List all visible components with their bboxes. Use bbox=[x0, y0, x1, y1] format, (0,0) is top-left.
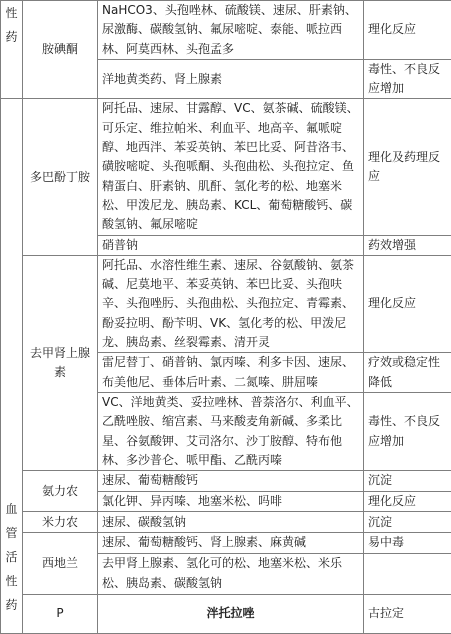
category-cell bbox=[1, 99, 23, 634]
drug-name-cell: 氨力农 bbox=[23, 471, 98, 512]
table-row bbox=[1, 1, 451, 60]
category-cell bbox=[1, 1, 23, 99]
effect-cell: 疗效或稳定性降低 bbox=[364, 353, 451, 393]
drug-name-cell: 多巴酚丁胺 bbox=[23, 99, 98, 255]
effect-cell: 沉淀 bbox=[364, 512, 451, 533]
effect-cell: 药效增强 bbox=[364, 235, 451, 255]
drug-name-cell: 西地兰 bbox=[23, 533, 98, 594]
table-row bbox=[1, 594, 451, 634]
table-row bbox=[1, 471, 451, 492]
table-row bbox=[1, 255, 451, 352]
effect-cell: 易中毒 bbox=[364, 533, 451, 553]
category-label: 血管活性药 bbox=[5, 497, 19, 617]
effect-cell: 理化及药理反应 bbox=[364, 99, 451, 235]
category-cell: P bbox=[23, 594, 98, 634]
interacting-agents-cell: 去甲肾上腺素、氢化可的松、地塞米松、米乐松、胰岛素、碳酸氢钠 bbox=[98, 553, 364, 594]
effect-cell bbox=[364, 553, 451, 594]
interacting-agents-cell: 古拉定 bbox=[364, 594, 451, 634]
table-row bbox=[1, 533, 451, 553]
interacting-agents-cell: 速尿、葡萄糖酸钙、肾上腺素、麻黄碱 bbox=[98, 533, 364, 553]
drug-name-cell: 米力农 bbox=[23, 512, 98, 533]
table-row bbox=[1, 512, 451, 533]
effect-cell: 沉淀 bbox=[364, 471, 451, 492]
drug-name-cell: 泮托拉唑 bbox=[98, 594, 364, 634]
interacting-agents-cell: 洋地黄类药、肾上腺素 bbox=[98, 59, 364, 99]
interacting-agents-cell: NaHCO3、头孢唑林、硫酸镁、速尿、肝素钠、尿激酶、碳酸氢钠、氟尿嘧啶、泰能、哌拉西林、阿莫西林、头孢孟多 bbox=[98, 1, 364, 60]
interacting-agents-cell: 阿托品、水溶性维生素、速尿、谷氨酸钠、氨茶碱、尼莫地平、苯妥英钠、苯巴比妥、头孢呋辛、头孢唑肟、头孢曲松、头孢拉定、青霉素、酚妥拉明、酚苄明、VK、氢化考的松、甲泼尼龙、胰岛素、丝裂霉素、清开灵 bbox=[98, 255, 364, 352]
drug-name-cell: 胺碘酮 bbox=[23, 1, 98, 99]
effect-cell: 毒性、不良反应增加 bbox=[364, 392, 451, 470]
interacting-agents-cell: 硝普钠 bbox=[98, 235, 364, 255]
effect-cell: 理化反应 bbox=[364, 1, 451, 60]
effect-cell: 理化反应 bbox=[364, 255, 451, 352]
category-label: 性药 bbox=[5, 1, 19, 49]
interacting-agents-cell: 氯化钾、异丙嗪、地塞米松、吗啡 bbox=[98, 492, 364, 512]
interacting-agents-cell: 速尿、葡萄糖酸钙 bbox=[98, 471, 364, 492]
interacting-agents-cell: VC、洋地黄类、妥拉唑林、普萘洛尔、利血平、乙酰唑胺、缩宫素、马来酸麦角新碱、多柔比星、谷氨酸钾、艾司洛尔、沙丁胺醇、特布他林、多沙普仑、哌甲酯、乙酰丙嗪 bbox=[98, 392, 364, 470]
table-row bbox=[1, 99, 451, 235]
effect-cell: 理化反应 bbox=[364, 492, 451, 512]
effect-cell: 毒性、不良反应增加 bbox=[364, 59, 451, 99]
interacting-agents-cell: 雷尼替丁、硝普钠、氯丙嗪、利多卡因、速尿、布美他尼、垂体后叶素、二氮嗪、肼屈嗪 bbox=[98, 353, 364, 393]
drug-name-cell: 去甲肾上腺素 bbox=[23, 255, 98, 470]
interacting-agents-cell: 阿托品、速尿、甘露醇、VC、氨茶碱、硫酸镁、可乐定、维拉帕米、利血平、地高辛、氟哌啶醇、地西泮、苯妥英钠、苯巴比妥、阿昔洛韦、磺胺嘧啶、头孢哌酮、头孢曲松、头孢拉定、鱼精蛋白、肝素钠、肌酐、氢化考的松、地塞米松、甲泼尼龙、胰岛素、KCL、葡萄糖酸钙、碳酸氢钠、氟尿嘧啶 bbox=[98, 99, 364, 235]
interacting-agents-cell: 速尿、碳酸氢钠 bbox=[98, 512, 364, 533]
